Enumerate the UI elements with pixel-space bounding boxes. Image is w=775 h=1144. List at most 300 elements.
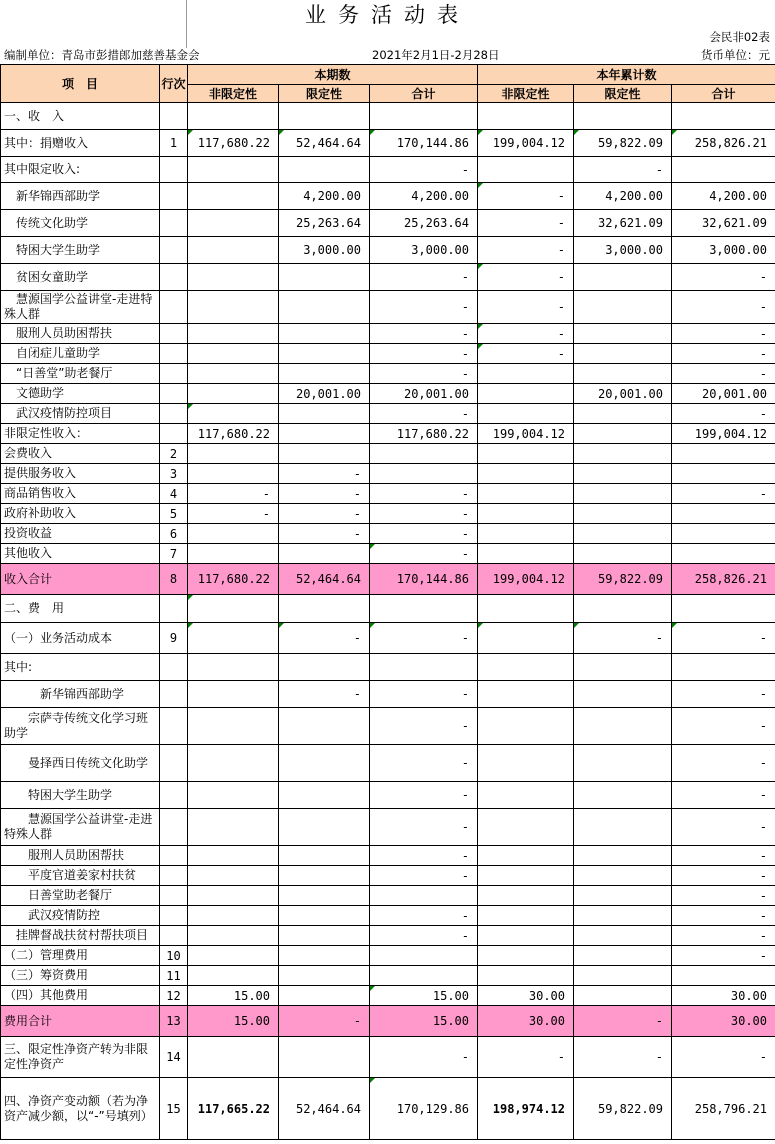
cell-unrestricted	[188, 623, 279, 654]
cell-ytd-total	[672, 264, 775, 291]
row-line-text: 10	[166, 948, 181, 963]
row-name-text: 其他收入	[4, 546, 53, 560]
cell-ytd-restricted	[574, 504, 672, 524]
cell-ytd-total	[672, 544, 775, 564]
cell-ytd-unrestricted	[478, 926, 574, 946]
cell-restricted	[279, 986, 370, 1006]
cell-total	[370, 404, 478, 424]
table-row	[1, 782, 775, 809]
cell-ytd-total-text: 199,004.12	[694, 426, 767, 441]
cell-unrestricted	[188, 157, 279, 183]
cell-ytd-unrestricted-text: 30.00	[528, 988, 565, 1003]
cell-unrestricted	[188, 886, 279, 906]
row-line	[160, 183, 188, 210]
row-name-text: 宗萨寺传统文化学习班助学	[4, 711, 149, 740]
cell-total	[370, 484, 478, 504]
cell-ytd-restricted	[574, 1078, 672, 1140]
row-name	[1, 623, 160, 654]
cell-total	[370, 384, 478, 404]
cell-ytd-total-text: -	[759, 631, 767, 645]
header-ytd: 本年累计数	[478, 65, 775, 85]
row-line	[160, 1078, 188, 1140]
row-line-text: 15	[166, 1101, 181, 1116]
cell-unrestricted	[188, 782, 279, 809]
row-line	[160, 424, 188, 444]
cell-unrestricted	[188, 966, 279, 986]
cell-restricted	[279, 623, 370, 654]
cell-total-text: 4,200.00	[411, 189, 469, 203]
cell-unrestricted	[188, 595, 279, 623]
row-line	[160, 324, 188, 344]
cell-total	[370, 237, 478, 264]
cell-total	[370, 424, 478, 444]
cell-restricted	[279, 681, 370, 708]
row-name-text: 非限定性收入：	[4, 426, 89, 440]
cell-restricted-text: -	[353, 526, 361, 541]
row-line	[160, 157, 188, 183]
table-row	[1, 1078, 775, 1140]
row-name	[1, 986, 160, 1006]
cell-ytd-restricted	[574, 564, 672, 595]
cell-ytd-unrestricted	[478, 324, 574, 344]
table-row	[1, 464, 775, 484]
cell-ytd-unrestricted	[478, 524, 574, 544]
row-name	[1, 210, 160, 237]
row-name	[1, 708, 160, 745]
cell-ytd-restricted	[574, 782, 672, 809]
cell-ytd-total	[672, 966, 775, 986]
row-name	[1, 946, 160, 966]
cell-ytd-restricted-text: 59,822.09	[597, 572, 663, 586]
row-line	[160, 464, 188, 484]
row-name-text: 曼择西日传统文化助学	[4, 755, 149, 770]
row-line	[160, 654, 188, 681]
cell-unrestricted	[188, 464, 279, 484]
table-row	[1, 846, 775, 866]
cell-unrestricted-text: -	[262, 486, 270, 501]
row-line-text: 6	[169, 526, 178, 541]
comment-marker-icon	[188, 595, 193, 600]
table-row	[1, 654, 775, 681]
row-name	[1, 564, 160, 595]
cell-unrestricted	[188, 1006, 279, 1037]
cell-ytd-unrestricted	[478, 966, 574, 986]
row-line	[160, 1006, 188, 1037]
report-period: 2021年2月1日-2月28日	[372, 48, 500, 62]
cell-total-text: 25,263.64	[403, 216, 469, 230]
row-line	[160, 986, 188, 1006]
row-line	[160, 444, 188, 464]
cell-restricted	[279, 364, 370, 384]
cell-unrestricted-text: 117,680.22	[197, 136, 270, 150]
cell-ytd-restricted	[574, 130, 672, 157]
cell-total	[370, 504, 478, 524]
row-name	[1, 866, 160, 886]
row-name	[1, 966, 160, 986]
table-row	[1, 809, 775, 846]
row-name	[1, 1006, 160, 1037]
row-line	[160, 484, 188, 504]
cell-ytd-unrestricted	[478, 504, 574, 524]
cell-ytd-total-text: -	[759, 366, 767, 381]
comment-marker-icon	[188, 404, 193, 409]
comment-marker-icon	[279, 130, 284, 135]
row-name	[1, 681, 160, 708]
cell-restricted	[279, 809, 370, 846]
row-name-text: 投资收益	[4, 526, 53, 540]
row-name-text: 平度官道姜家村扶贫	[4, 868, 137, 882]
cell-ytd-restricted-text: -	[655, 631, 663, 645]
row-name-text: 挂牌督战扶贫村帮扶项目	[4, 928, 149, 942]
table-row	[1, 264, 775, 291]
cell-restricted	[279, 544, 370, 564]
row-name	[1, 504, 160, 524]
cell-total	[370, 986, 478, 1006]
cell-ytd-total	[672, 708, 775, 745]
cell-ytd-restricted-text: 20,001.00	[597, 386, 663, 401]
cell-ytd-total	[672, 745, 775, 782]
table-row	[1, 544, 775, 564]
cell-total-text: -	[461, 162, 469, 177]
row-name	[1, 183, 160, 210]
cell-ytd-unrestricted	[478, 681, 574, 708]
cell-total	[370, 157, 478, 183]
cell-restricted	[279, 504, 370, 524]
cell-ytd-unrestricted	[478, 183, 574, 210]
cell-ytd-restricted	[574, 926, 672, 946]
cell-ytd-restricted	[574, 524, 672, 544]
cell-ytd-total	[672, 384, 775, 404]
row-name-text: 服刑人员助困帮扶	[4, 848, 125, 862]
cell-total-text: -	[461, 526, 469, 541]
cell-total	[370, 444, 478, 464]
cell-ytd-unrestricted	[478, 1078, 574, 1140]
cell-ytd-total-text: -	[759, 756, 767, 770]
cell-ytd-unrestricted	[478, 157, 574, 183]
cell-ytd-unrestricted	[478, 544, 574, 564]
cell-ytd-total	[672, 926, 775, 946]
cell-unrestricted-text: 117,680.22	[197, 572, 270, 586]
row-line	[160, 291, 188, 324]
cell-restricted	[279, 1006, 370, 1037]
cell-total-text: -	[461, 631, 469, 645]
cell-unrestricted	[188, 906, 279, 926]
cell-unrestricted	[188, 344, 279, 364]
cell-ytd-unrestricted	[478, 344, 574, 364]
cell-total-text: -	[461, 366, 469, 381]
cell-restricted	[279, 926, 370, 946]
row-name-text: （二）管理费用	[4, 948, 89, 962]
cell-ytd-total	[672, 504, 775, 524]
cell-ytd-total-text: 32,621.09	[701, 216, 767, 230]
row-name-text: 三、限定性净资产转为非限定性净资产	[4, 1042, 149, 1071]
row-name	[1, 906, 160, 926]
row-name-text: 新华锦西部助学	[4, 686, 125, 701]
cell-restricted	[279, 846, 370, 866]
cell-ytd-total-text: -	[759, 1050, 767, 1064]
cell-total	[370, 946, 478, 966]
row-line	[160, 886, 188, 906]
cell-unrestricted	[188, 524, 279, 544]
cell-ytd-total-text: -	[759, 300, 767, 314]
cell-ytd-unrestricted-text: 30.00	[528, 1014, 565, 1028]
cell-ytd-unrestricted	[478, 745, 574, 782]
cell-unrestricted	[188, 681, 279, 708]
table-row	[1, 404, 775, 424]
cell-ytd-total-text: 30.00	[730, 988, 767, 1003]
cell-restricted-text: -	[353, 631, 361, 645]
row-line	[160, 745, 188, 782]
cell-ytd-total-text: -	[759, 346, 767, 361]
cell-unrestricted	[188, 866, 279, 886]
cell-ytd-total	[672, 484, 775, 504]
row-name-text: 服刑人员助困帮扶	[4, 326, 113, 340]
cell-ytd-total	[672, 324, 775, 344]
cell-ytd-unrestricted	[478, 809, 574, 846]
cell-restricted	[279, 384, 370, 404]
cell-unrestricted-text: 15.00	[233, 988, 270, 1003]
cell-ytd-unrestricted	[478, 946, 574, 966]
cell-total-text: -	[461, 326, 469, 341]
row-name-text: 收入合计	[4, 571, 53, 586]
cell-ytd-total	[672, 210, 775, 237]
row-line	[160, 384, 188, 404]
row-name-text: （三）筹资费用	[4, 968, 89, 982]
cell-ytd-unrestricted	[478, 654, 574, 681]
cell-total	[370, 886, 478, 906]
cell-restricted-text: -	[353, 486, 361, 501]
cell-ytd-total	[672, 986, 775, 1006]
cell-restricted	[279, 291, 370, 324]
cell-restricted-text: 20,001.00	[295, 386, 361, 401]
cell-total-text: -	[461, 868, 469, 883]
cell-ytd-unrestricted	[478, 103, 574, 130]
row-name	[1, 264, 160, 291]
cell-ytd-total-text: -	[759, 270, 767, 284]
cell-total	[370, 708, 478, 745]
table-row	[1, 364, 775, 384]
cell-total-text: -	[461, 928, 469, 943]
comment-marker-icon	[188, 623, 193, 628]
cell-ytd-total-text: -	[759, 406, 767, 421]
row-name-text: 会费收入	[4, 446, 53, 460]
cell-ytd-total-text: -	[759, 948, 767, 963]
row-line	[160, 544, 188, 564]
cell-total-text: -	[461, 1050, 469, 1064]
cell-ytd-total	[672, 595, 775, 623]
comment-marker-icon	[478, 623, 483, 628]
row-name	[1, 237, 160, 264]
cell-ytd-total	[672, 782, 775, 809]
table-row	[1, 564, 775, 595]
table-row	[1, 906, 775, 926]
cell-unrestricted	[188, 986, 279, 1006]
cell-ytd-total-text: 20,001.00	[701, 386, 767, 401]
row-name	[1, 1037, 160, 1078]
cell-ytd-restricted-text: 3,000.00	[605, 243, 663, 257]
cell-total	[370, 464, 478, 484]
row-line	[160, 344, 188, 364]
cell-ytd-restricted	[574, 745, 672, 782]
header-ytd-unrestricted: 非限定性	[478, 85, 574, 103]
table-row	[1, 484, 775, 504]
cell-ytd-restricted	[574, 157, 672, 183]
comment-marker-icon	[188, 130, 193, 135]
row-line	[160, 782, 188, 809]
cell-ytd-restricted	[574, 291, 672, 324]
cell-restricted	[279, 595, 370, 623]
cell-ytd-restricted-text: 32,621.09	[597, 216, 663, 230]
cell-total-text: -	[461, 546, 469, 561]
cell-total	[370, 809, 478, 846]
table-row	[1, 237, 775, 264]
cell-total-text: -	[461, 687, 469, 701]
cell-ytd-restricted	[574, 986, 672, 1006]
cell-ytd-unrestricted	[478, 210, 574, 237]
cell-restricted	[279, 966, 370, 986]
cell-total	[370, 1037, 478, 1078]
cell-ytd-unrestricted-text: -	[557, 300, 565, 314]
cell-ytd-restricted	[574, 654, 672, 681]
row-line	[160, 946, 188, 966]
cell-ytd-restricted	[574, 444, 672, 464]
cell-ytd-total-text: -	[759, 928, 767, 943]
cell-total	[370, 745, 478, 782]
cell-ytd-total	[672, 623, 775, 654]
cell-restricted	[279, 464, 370, 484]
cell-ytd-unrestricted	[478, 564, 574, 595]
cell-total-text: -	[461, 270, 469, 284]
cell-ytd-total-text: -	[759, 788, 767, 802]
cell-restricted	[279, 264, 370, 291]
cell-ytd-unrestricted	[478, 464, 574, 484]
row-line	[160, 906, 188, 926]
cell-restricted-text: -	[353, 1014, 361, 1028]
cell-restricted-text: 52,464.64	[295, 572, 361, 586]
cell-ytd-restricted-text: -	[655, 1014, 663, 1028]
cell-restricted-text: 3,000.00	[303, 243, 361, 257]
cell-ytd-total-text: 258,826.21	[694, 572, 767, 586]
cell-ytd-unrestricted	[478, 237, 574, 264]
cell-total-text: -	[461, 908, 469, 923]
table-row	[1, 623, 775, 654]
cell-restricted	[279, 906, 370, 926]
cell-ytd-restricted	[574, 886, 672, 906]
cell-ytd-total-text: -	[759, 848, 767, 863]
cell-ytd-total-text: -	[759, 486, 767, 501]
cell-restricted	[279, 130, 370, 157]
cell-total	[370, 966, 478, 986]
cell-unrestricted	[188, 745, 279, 782]
row-line	[160, 264, 188, 291]
cell-ytd-total	[672, 886, 775, 906]
cell-restricted	[279, 237, 370, 264]
row-line	[160, 130, 188, 157]
table-row	[1, 595, 775, 623]
cell-total-text: -	[461, 820, 469, 834]
cell-ytd-unrestricted	[478, 986, 574, 1006]
row-name-text: 贫困女童助学	[4, 269, 89, 284]
cell-total	[370, 906, 478, 926]
table-row	[1, 866, 775, 886]
cell-unrestricted	[188, 926, 279, 946]
cell-ytd-restricted-text: 4,200.00	[605, 189, 663, 203]
row-name-text: 新华锦西部助学	[4, 188, 101, 203]
cell-unrestricted	[188, 708, 279, 745]
cell-ytd-restricted	[574, 264, 672, 291]
cell-restricted-text: 4,200.00	[303, 189, 361, 203]
cell-restricted	[279, 344, 370, 364]
row-line	[160, 564, 188, 595]
row-name	[1, 444, 160, 464]
cell-ytd-restricted	[574, 946, 672, 966]
cell-restricted	[279, 708, 370, 745]
cell-ytd-total-text: -	[759, 719, 767, 733]
cell-restricted	[279, 866, 370, 886]
row-name	[1, 103, 160, 130]
row-line	[160, 966, 188, 986]
cell-restricted	[279, 524, 370, 544]
cell-restricted	[279, 103, 370, 130]
row-name	[1, 809, 160, 846]
cell-ytd-total-text: -	[759, 868, 767, 883]
cell-ytd-restricted	[574, 210, 672, 237]
table-row	[1, 210, 775, 237]
cell-ytd-total-text: -	[759, 687, 767, 701]
row-name	[1, 424, 160, 444]
cell-ytd-total	[672, 424, 775, 444]
cell-restricted	[279, 157, 370, 183]
row-line-text: 8	[169, 572, 178, 586]
cell-ytd-unrestricted	[478, 886, 574, 906]
cell-ytd-total	[672, 364, 775, 384]
cell-ytd-total	[672, 130, 775, 157]
row-name	[1, 544, 160, 564]
row-line	[160, 524, 188, 544]
cell-ytd-total	[672, 444, 775, 464]
cell-total	[370, 183, 478, 210]
cell-ytd-unrestricted-text: -	[557, 189, 565, 203]
cell-ytd-total	[672, 866, 775, 886]
row-name-text: 自闭症儿童助学	[4, 346, 101, 360]
table-row	[1, 708, 775, 745]
cell-ytd-total-text: 258,826.21	[694, 136, 767, 150]
cell-total	[370, 866, 478, 886]
cell-ytd-restricted	[574, 364, 672, 384]
cell-total-text: 3,000.00	[411, 243, 469, 257]
cell-ytd-restricted	[574, 595, 672, 623]
cell-ytd-restricted-text: -	[655, 162, 663, 177]
cell-ytd-restricted	[574, 809, 672, 846]
cell-ytd-unrestricted	[478, 708, 574, 745]
row-name-text: 武汉疫情防控项目	[4, 406, 113, 420]
row-name	[1, 130, 160, 157]
table-row	[1, 886, 775, 906]
row-line-text: 2	[169, 446, 178, 461]
cell-ytd-restricted	[574, 1037, 672, 1078]
cell-restricted-text: 25,263.64	[295, 216, 361, 230]
cell-ytd-unrestricted	[478, 364, 574, 384]
cell-ytd-total	[672, 464, 775, 484]
cell-ytd-total-text: -	[759, 908, 767, 923]
cell-total-text: -	[461, 300, 469, 314]
cell-ytd-restricted	[574, 424, 672, 444]
cell-ytd-total	[672, 809, 775, 846]
cell-total-text: -	[461, 756, 469, 770]
cell-ytd-total	[672, 906, 775, 926]
cell-unrestricted-text: -	[262, 506, 270, 521]
cell-ytd-total-text: 4,200.00	[709, 189, 767, 203]
